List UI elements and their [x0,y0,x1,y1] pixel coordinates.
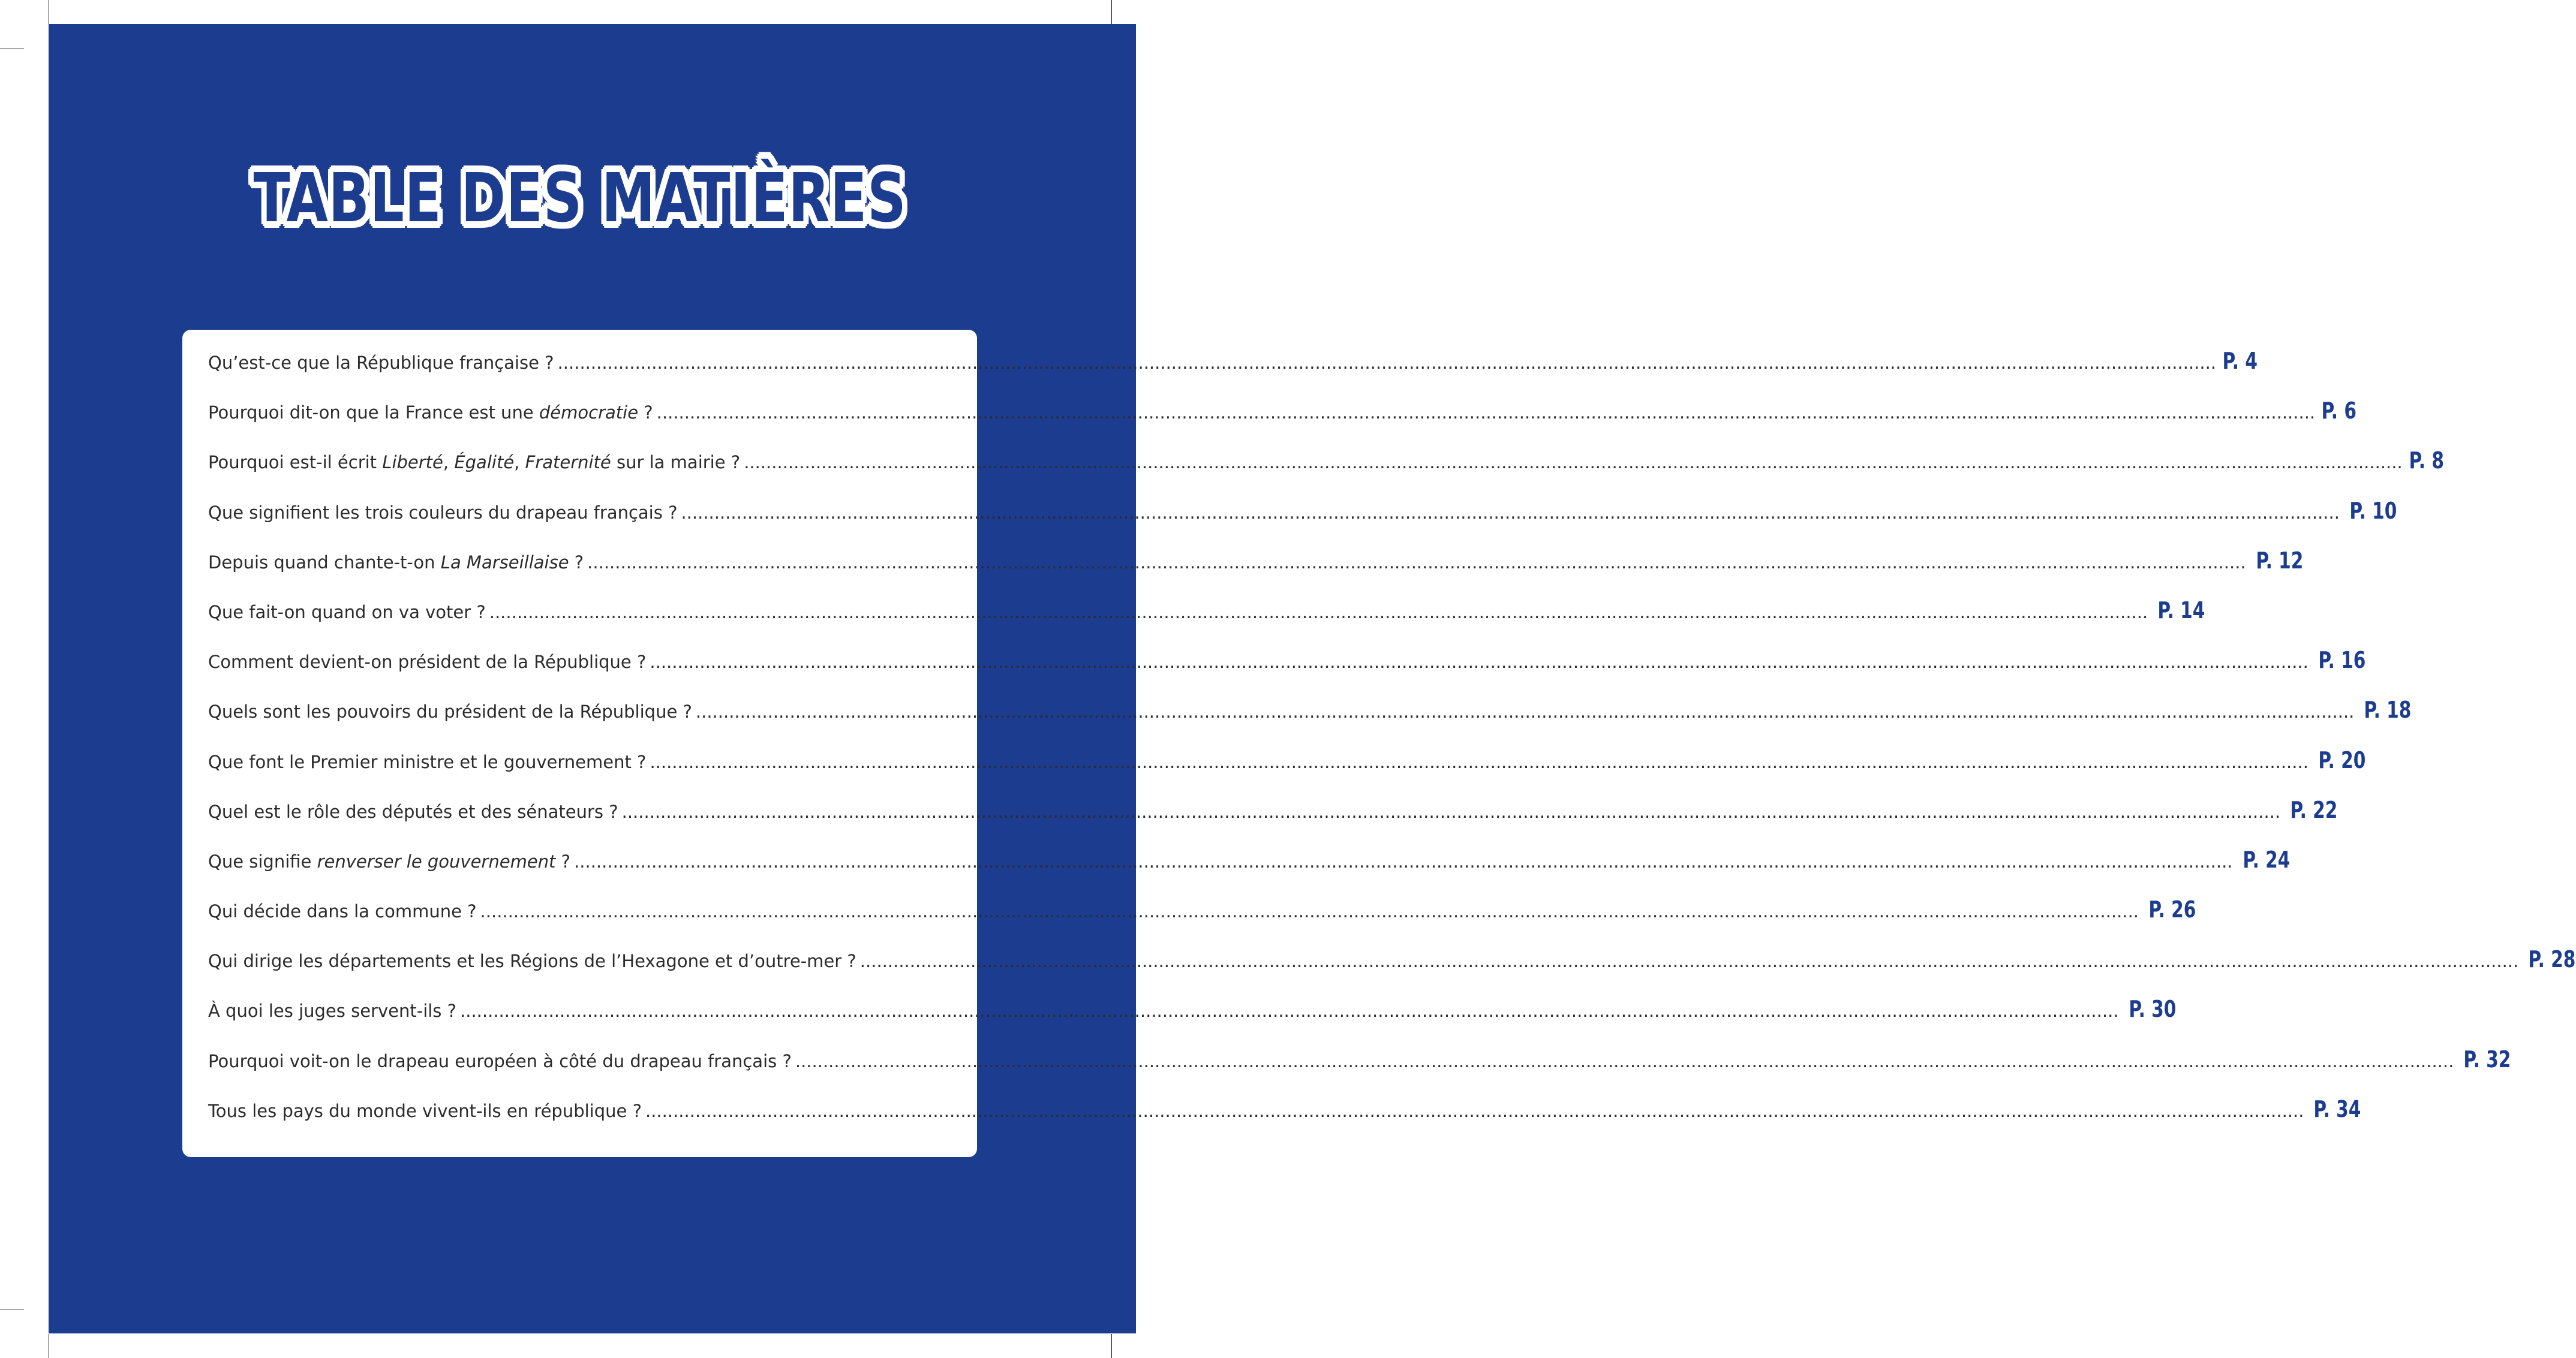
toc-entry-title-part: Qui dirige les départements et les Régions de l’Hexagone et d’outre-mer ? [208,951,856,972]
toc-entry-title-part: Que font le Premier ministre et le gouvernement ? [208,751,647,772]
toc-entry [208,946,2576,996]
toc-entry [208,846,2290,896]
toc-entry [208,1095,2361,1146]
toc-entry [208,697,2412,746]
toc-entry-title-italic: Fraternité [525,452,611,473]
toc-entry-title-part: Qui décide dans la commune ? [208,901,477,922]
toc-entry-title-italic: renverser le gouvernement [317,851,556,872]
toc-page-number: P. 16 [2318,647,2366,674]
toc-page-number: P. 34 [2313,1095,2361,1122]
toc-entry-title-part: Pourquoi voit-on le drapeau européen à côté du drapeau français ? [208,1050,792,1071]
toc-entry-title-part: Que signifie [208,851,317,872]
toc-page-number: P. 32 [2463,1046,2511,1073]
toc-entry-title-part: À quoi les juges servent-ils ? [208,1001,457,1022]
toc-entry-title-part: Depuis quand chante-t-on [208,552,441,573]
toc-entry-title [208,752,646,772]
toc-entry-title-part: Quel est le rôle des députés et des sénateurs ? [208,801,618,822]
toc-entry-title-part: , [514,452,525,473]
toc-entry-title [208,1051,792,1071]
toc-entry-title-part: sur la mairie ? [611,452,741,473]
toc-page-number: P. 12 [2255,547,2304,574]
toc-entry-title [208,701,692,722]
toc-entry-title [208,901,477,922]
toc-leader-dots: ............................................................................................................................................................................................................................................................................................................ [859,951,2519,972]
toc-leader-dots: ............................................................................................................................................................................................................................................................................................................ [489,601,2148,622]
toc-entry [208,647,2366,697]
toc-entry-title-part: ? [569,552,584,573]
toc-entry [208,447,2444,497]
toc-entry-title [208,452,740,472]
toc-entry-title-italic: démocratie [539,402,639,423]
toc-entry-title [208,602,486,622]
toc-leader-dots: ............................................................................................................................................................................................................................................................................................................ [587,552,2246,573]
toc-entry [208,348,2258,398]
toc-entry-title-part: Tous les pays du monde vivent-ils en république ? [208,1100,642,1121]
crop-mark [1111,1334,1112,1358]
toc-entry-title-part: Pourquoi dit-on que la France est une [208,402,539,423]
toc-leader-dots: ............................................................................................................................................................................................................................................................................................................ [574,851,2233,872]
toc-entry-title-part: Comment devient-on président de la République ? [208,652,647,673]
crop-mark [1111,0,1112,24]
toc-entry-title [208,502,677,523]
toc-page-number: P. 22 [2290,796,2338,823]
toc-entry-title [208,851,570,872]
toc-entry [208,1046,2511,1096]
toc-page-number: P. 20 [2318,746,2366,773]
toc-entry [208,398,2357,447]
toc-entry-title-part: , [443,452,455,473]
toc-entry-title-part: ? [555,851,571,872]
toc-page-number: P. 30 [2128,996,2176,1023]
toc-entry [208,597,2205,647]
toc-page-number: P. 28 [2528,946,2576,973]
toc-page-number: P. 8 [2409,447,2444,474]
toc-entry [208,996,2176,1046]
toc-leader-dots: ............................................................................................................................................................................................................................................................................................................ [695,701,2355,722]
toc-entry-title [208,353,554,373]
toc-page-number: P. 6 [2321,398,2357,424]
toc-leader-dots: ............................................................................................................................................................................................................................................................................................................ [621,801,2281,822]
toc-entry-title-italic: Liberté [382,452,443,473]
toc-page-number: P. 10 [2349,497,2397,524]
toc-entry-title-part: Qu’est-ce que la République française ? [208,353,554,373]
toc-leader-dots: ............................................................................................................................................................................................................................................................................................................ [650,751,2309,772]
toc-leader-dots: ............................................................................................................................................................................................................................................................................................................ [650,652,2309,673]
toc-page-number: P. 14 [2157,597,2205,624]
page-title: TABLE DES MATIÈRES [253,159,907,237]
toc-entry [208,547,2304,597]
toc-page-number: P. 18 [2364,697,2412,724]
toc-entry-title [208,652,646,672]
toc-entry [208,746,2366,797]
toc-leader-dots: ............................................................................................................................................................................................................................................................................................................ [656,402,2316,423]
toc-leader-dots: ............................................................................................................................................................................................................................................................................................................ [795,1050,2454,1071]
toc-entry [208,497,2397,547]
toc-page-number: P. 4 [2222,348,2258,374]
table-of-contents-list [208,348,2576,1146]
toc-leader-dots: ............................................................................................................................................................................................................................................................................................................ [480,901,2139,922]
toc-entry-title [208,402,653,423]
toc-entry-title-part: Que signifient les trois couleurs du drapeau français ? [208,502,678,523]
toc-entry-title-part: Pourquoi est-il écrit [208,452,383,473]
toc-entry-title [208,1101,642,1121]
toc-entry-title [208,552,584,573]
toc-leader-dots: ............................................................................................................................................................................................................................................................................................................ [645,1100,2304,1121]
toc-entry-title-italic: Égalité [454,452,515,473]
toc-entry [208,796,2338,847]
toc-entry-title [208,951,856,971]
toc-entry-title [208,802,618,822]
toc-page-number: P. 24 [2242,846,2290,873]
table-of-contents-card [182,330,2576,1157]
toc-leader-dots: ............................................................................................................................................................................................................................................................................................................ [681,502,2340,523]
toc-entry-title-part: Que fait-on quand on va voter ? [208,601,486,622]
toc-entry-title-part: Quels sont les pouvoirs du président de la République ? [208,701,692,722]
toc-entry [208,896,2196,946]
toc-leader-dots: ............................................................................................................................................................................................................................................................................................................ [557,353,2217,373]
toc-leader-dots: ............................................................................................................................................................................................................................................................................................................ [744,452,2403,473]
toc-entry-title-part: ? [638,402,653,423]
toc-leader-dots: ............................................................................................................................................................................................................................................................................................................ [460,1001,2119,1022]
toc-entry-title-italic: La Marseillaise [440,552,569,573]
toc-page-number: P. 26 [2148,896,2196,923]
toc-entry-title [208,1001,456,1021]
